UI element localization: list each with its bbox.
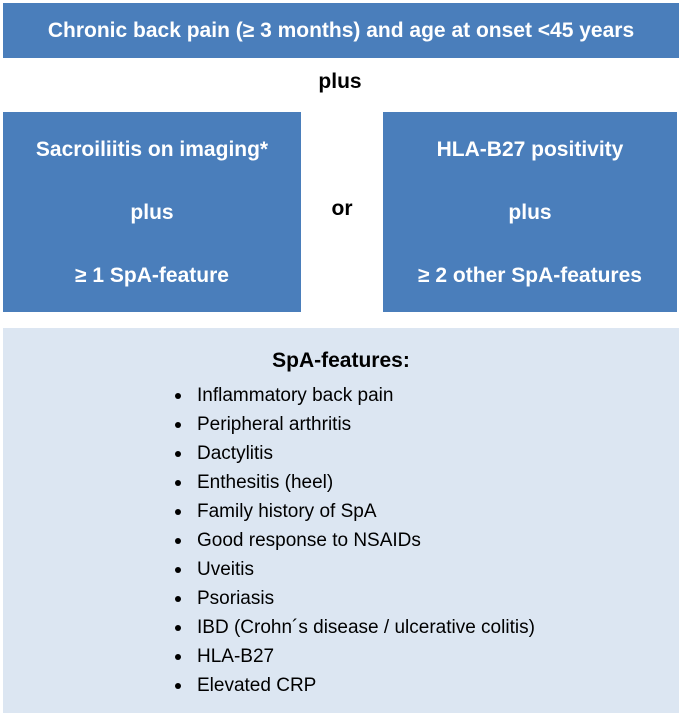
- bullet-icon: [175, 509, 181, 515]
- entry-criterion-box: [3, 3, 679, 58]
- list-item: [171, 381, 535, 410]
- bullet-icon: [175, 596, 181, 602]
- list-item-text: HLA-B27: [197, 646, 275, 667]
- bullet-icon: [175, 654, 181, 660]
- list-item-text: Enthesitis (heel): [197, 472, 334, 493]
- clinical-arm-box: [383, 112, 677, 312]
- plus-connector-top: plus: [318, 70, 362, 93]
- list-item: [171, 555, 535, 584]
- or-connector: or: [331, 197, 353, 220]
- list-item-text: Inflammatory back pain: [197, 385, 394, 406]
- bullet-icon: [175, 422, 181, 428]
- bullet-icon: [175, 480, 181, 486]
- entry-criterion-text: Chronic back pain (≥ 3 months) and age at onset <45 years: [47, 18, 635, 42]
- bullet-icon: [175, 683, 181, 689]
- list-item: [171, 642, 535, 671]
- list-item-text: Good response to NSAIDs: [197, 530, 421, 551]
- imaging-arm-feature-count: ≥ 1 SpA-feature: [75, 264, 229, 287]
- list-item: [171, 497, 535, 526]
- list-item: [171, 584, 535, 613]
- spa-features-panel: [3, 328, 679, 713]
- list-item-text: Family history of SpA: [197, 501, 377, 522]
- list-item: [171, 410, 535, 439]
- list-item-text: Psoriasis: [197, 588, 275, 609]
- imaging-arm-box: [3, 112, 301, 312]
- list-item-text: Elevated CRP: [197, 675, 317, 696]
- list-item: [171, 526, 535, 555]
- list-item: [171, 671, 535, 700]
- bullet-icon: [175, 393, 181, 399]
- list-item-text: IBD (Crohn´s disease / ulcerative colitis): [197, 617, 535, 638]
- list-item-text: Uveitis: [197, 559, 255, 580]
- bullet-icon: [175, 538, 181, 544]
- list-item-text: Dactylitis: [197, 443, 274, 464]
- bullet-icon: [175, 625, 181, 631]
- clinical-arm-feature-count: ≥ 2 other SpA-features: [418, 264, 642, 287]
- imaging-arm-criterion: Sacroiliitis on imaging*: [35, 138, 269, 161]
- list-item-text: Peripheral arthritis: [197, 414, 352, 435]
- list-item: [171, 439, 535, 468]
- bullet-icon: [175, 567, 181, 573]
- clinical-arm-criterion: HLA-B27 positivity: [436, 138, 624, 161]
- bullet-icon: [175, 451, 181, 457]
- clinical-arm-plus: plus: [508, 201, 552, 224]
- spa-features-title: SpA-features:: [272, 349, 410, 372]
- imaging-arm-plus: plus: [130, 201, 174, 224]
- list-item: [171, 613, 535, 642]
- spa-features-list: [171, 381, 535, 700]
- list-item: [171, 468, 535, 497]
